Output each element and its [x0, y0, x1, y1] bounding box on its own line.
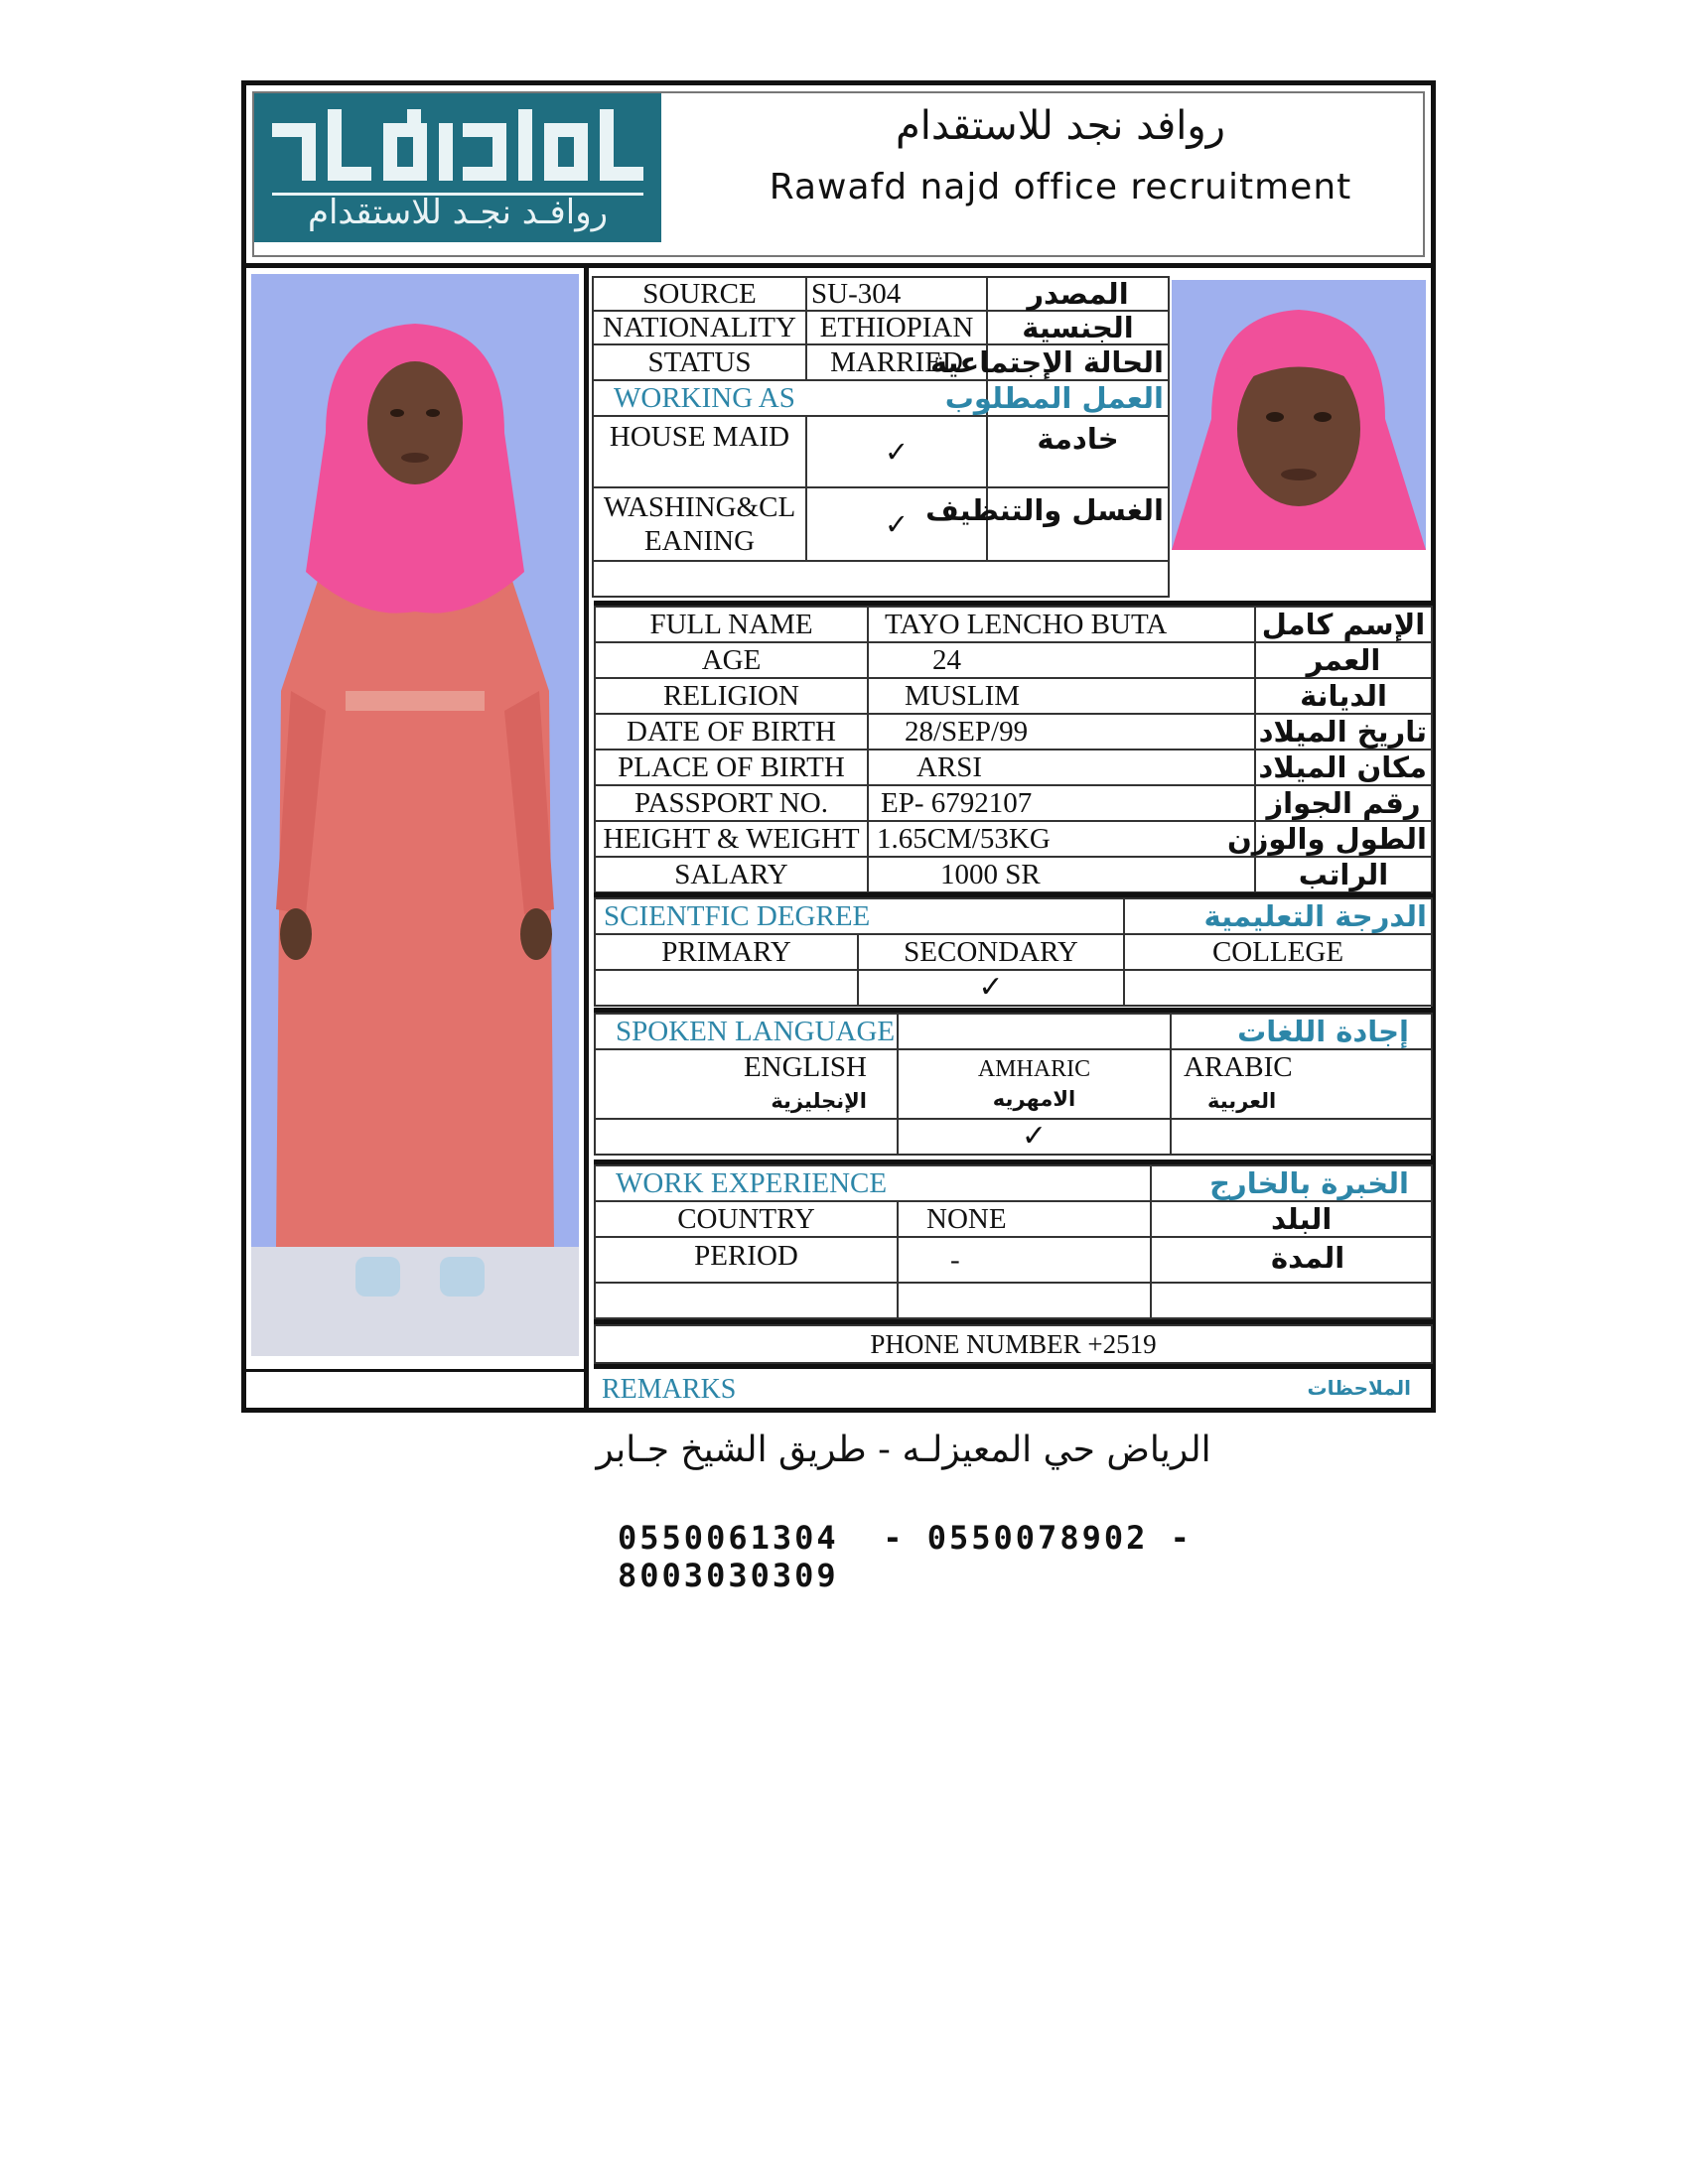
table-row	[593, 487, 1169, 561]
phone-remarks-table	[594, 1324, 1433, 1364]
table-row	[595, 898, 1432, 934]
blank-cell	[898, 1283, 1151, 1318]
language-english-arabic: الإنجليزية	[771, 1089, 867, 1113]
blank-cell	[595, 1283, 898, 1318]
language-title-spacer	[898, 1014, 1171, 1049]
language-arabic-label: ARABIC	[1184, 1051, 1293, 1083]
table-row	[595, 857, 1432, 892]
religion-label-arabic: الديانة	[1255, 678, 1432, 714]
source-value: SU-304	[806, 277, 987, 311]
language-english-check	[595, 1119, 898, 1155]
table-row	[595, 642, 1432, 678]
salary-label-arabic: الراتب	[1255, 857, 1432, 892]
phone-number: PHONE NUMBER +2519	[595, 1325, 1432, 1363]
personal-info-table	[594, 606, 1433, 893]
full-name-value: TAYO LENCHO BUTA	[868, 607, 1255, 642]
photo-footer-line	[246, 1369, 584, 1372]
table-row	[593, 311, 1169, 344]
source-label: SOURCE	[593, 277, 806, 311]
age-value: 24	[868, 642, 1255, 678]
age-label-arabic: العمر	[1255, 642, 1432, 678]
full-name-label-arabic: الإسم كامل	[1255, 607, 1432, 642]
table-row	[595, 714, 1432, 750]
company-title-english: Rawafd najd office recruitment	[769, 167, 1352, 207]
place-of-birth-label: PLACE OF BIRTH	[595, 750, 868, 785]
nationality-label-arabic: الجنسية	[987, 311, 1169, 344]
language-amharic-arabic: الامهريه	[992, 1087, 1076, 1111]
house-maid-label-arabic: خادمة	[987, 416, 1169, 487]
table-row	[593, 380, 1169, 416]
phone-numbers-line1: 0550061304 - 0550078902 -	[618, 1519, 1193, 1557]
language-amharic-check: ✓	[898, 1119, 1171, 1155]
table-row	[595, 1165, 1432, 1201]
source-label-arabic: المصدر	[987, 277, 1169, 311]
company-logo	[254, 90, 661, 242]
degree-primary-check	[595, 970, 858, 1006]
status-label: STATUS	[593, 344, 806, 380]
country-label-arabic: البلد	[1151, 1201, 1432, 1237]
table-row	[595, 1119, 1432, 1155]
degree-primary: PRIMARY	[595, 934, 858, 970]
date-of-birth-value: 28/SEP/99	[868, 714, 1255, 750]
degree-title-arabic: الدرجة التعليمية	[1124, 898, 1432, 934]
blank-row	[593, 561, 1169, 597]
date-of-birth-label-arabic: تاريخ الميلاد	[1255, 714, 1432, 750]
language-english-label: ENGLISH	[743, 1051, 867, 1083]
table-row	[595, 607, 1432, 642]
table-row	[595, 821, 1432, 857]
height-weight-label-arabic: الطول والوزن	[1255, 821, 1432, 857]
column-divider	[584, 268, 589, 1408]
logo-subtitle: روافـد نجـد للاستقدام	[307, 193, 609, 232]
height-weight-value: 1.65CM/53KG	[868, 821, 1255, 857]
washing-cleaning-check: ✓	[806, 487, 987, 561]
degree-college-check	[1124, 970, 1432, 1006]
place-of-birth-label-arabic: مكان الميلاد	[1255, 750, 1432, 785]
company-title-arabic: روافد نجد للاستقدام	[896, 103, 1225, 149]
table-row	[593, 416, 1169, 487]
period-label-arabic: المدة	[1151, 1237, 1432, 1283]
nationality-value: ETHIOPIAN	[806, 311, 987, 344]
address-arabic: الرياض حي المعيزلـه - طريق الشيخ جـابر	[596, 1430, 1211, 1470]
language-english	[595, 1049, 898, 1119]
table-row	[595, 1014, 1432, 1049]
status-value: MARRIED	[806, 344, 987, 380]
period-label: PERIOD	[595, 1237, 898, 1283]
headshot-photo	[1172, 280, 1426, 550]
country-value: NONE	[898, 1201, 1151, 1237]
full-body-photo	[251, 274, 579, 1356]
basic-info-table	[592, 276, 1170, 598]
table-row	[593, 277, 1169, 311]
language-arabic-check	[1171, 1119, 1432, 1155]
language-table	[594, 1013, 1433, 1156]
table-row	[595, 1049, 1432, 1119]
table-row	[595, 1325, 1432, 1363]
degree-table	[594, 897, 1433, 1007]
table-row	[595, 1237, 1432, 1283]
date-of-birth-label: DATE OF BIRTH	[595, 714, 868, 750]
salary-label: SALARY	[595, 857, 868, 892]
degree-college: COLLEGE	[1124, 934, 1432, 970]
table-row	[595, 678, 1432, 714]
experience-table	[594, 1164, 1433, 1319]
religion-value: MUSLIM	[868, 678, 1255, 714]
passport-value: EP- 6792107	[868, 785, 1255, 821]
working-as-title-arabic: العمل المطلوب	[987, 380, 1169, 416]
house-maid-check: ✓	[806, 416, 987, 487]
table-row	[593, 561, 1169, 597]
phone-numbers-line2: 8003030309	[618, 1557, 839, 1594]
washing-cleaning-label-line2: EANING	[643, 525, 756, 557]
remarks-label: REMARKS	[602, 1374, 737, 1405]
language-title: SPOKEN LANGUAGE	[595, 1014, 898, 1049]
salary-value: 1000 SR	[868, 857, 1255, 892]
logo-wordmark-icon	[268, 90, 647, 185]
place-of-birth-value: ARSI	[868, 750, 1255, 785]
header	[246, 85, 1431, 268]
language-amharic	[898, 1049, 1171, 1119]
passport-label-arabic: رقم الجواز	[1255, 785, 1432, 821]
washing-cleaning-label-line1: WASHING&CL	[603, 491, 796, 523]
phone-numbers	[618, 1519, 1313, 1594]
table-row	[595, 970, 1432, 1006]
full-name-label: FULL NAME	[595, 607, 868, 642]
table-row	[595, 750, 1432, 785]
section-divider	[594, 1364, 1431, 1369]
working-as-title: WORKING AS	[593, 380, 987, 416]
table-row	[595, 1283, 1432, 1318]
blank-cell	[1151, 1283, 1432, 1318]
washing-cleaning-label-arabic: الغسل والتنظيف	[987, 487, 1169, 561]
language-title-arabic: إجادة اللغات	[1171, 1014, 1432, 1049]
country-label: COUNTRY	[595, 1201, 898, 1237]
washing-cleaning-label	[593, 487, 806, 561]
degree-secondary-check: ✓	[858, 970, 1124, 1006]
logo-text: روافد النجد	[268, 90, 341, 107]
language-arabic-arabic: العربية	[1207, 1089, 1277, 1113]
house-maid-label: HOUSE MAID	[593, 416, 806, 487]
table-row	[593, 344, 1169, 380]
status-label-arabic: الحالة الإجتماعية	[987, 344, 1169, 380]
table-row	[595, 785, 1432, 821]
age-label: AGE	[595, 642, 868, 678]
table-row	[595, 934, 1432, 970]
cv-sheet	[241, 80, 1436, 1413]
experience-title: WORK EXPERIENCE	[595, 1165, 1151, 1201]
nationality-label: NATIONALITY	[593, 311, 806, 344]
experience-title-arabic: الخبرة بالخارج	[1151, 1165, 1432, 1201]
language-arabic	[1171, 1049, 1432, 1119]
passport-label: PASSPORT NO.	[595, 785, 868, 821]
degree-title: SCIENTFIC DEGREE	[595, 898, 1124, 934]
degree-secondary: SECONDARY	[858, 934, 1124, 970]
religion-label: RELIGION	[595, 678, 868, 714]
remarks-label-arabic: الملاحظات	[1307, 1376, 1411, 1400]
height-weight-label: HEIGHT & WEIGHT	[595, 821, 868, 857]
period-value: -	[898, 1237, 1151, 1283]
language-amharic-label: AMHARIC	[977, 1056, 1091, 1082]
table-row	[595, 1201, 1432, 1237]
